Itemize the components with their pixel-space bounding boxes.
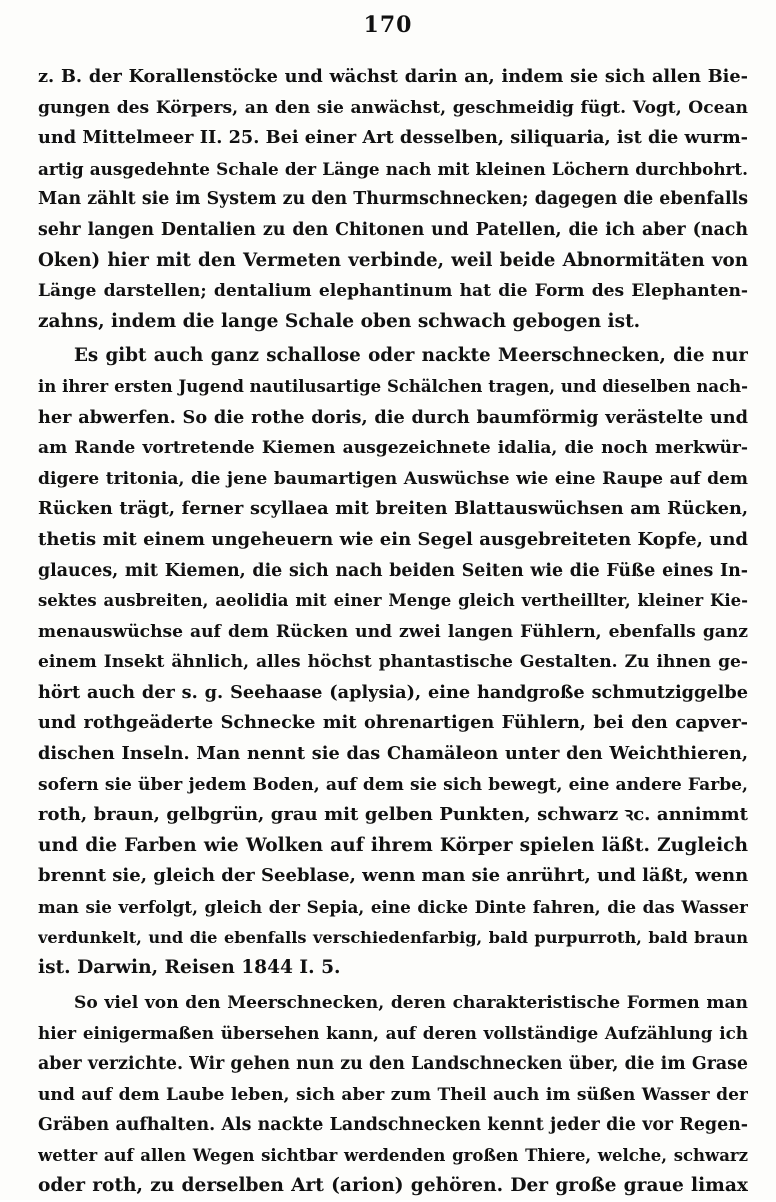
paragraph-2 [38, 341, 748, 983]
text-line: sektes ausbreiten, aeolidia mit einer Menge gleich vertheillter, kleiner Kie- [38, 591, 748, 611]
text-line: und Mittelmeer II. 25. Bei einer Art desselben, siliquaria, ist die wurm- [38, 127, 748, 149]
text-line: menauswüchse auf dem Rücken und zwei langen Fühlern, ebenfalls ganz [38, 621, 748, 642]
text-line: Oken) hier mit den Vermeten verbinde, weil beide Abnormitäten von [38, 249, 748, 271]
text-line: und die Farben wie Wolken auf ihrem Körper spielen läßt. Zugleich [38, 834, 748, 856]
text-line: Man zählt sie im System zu den Thurmschnecken; dagegen die ebenfalls [38, 189, 748, 210]
text-line: am Rande vortretende Kiemen ausgezeichnete idalia, die noch merkwür- [38, 438, 748, 459]
text-line: sehr langen Dentalien zu den Chitonen und Patellen, die ich aber (nach [38, 219, 748, 240]
text-line: ist. Darwin, Reisen 1844 I. 5. [38, 957, 341, 979]
page-number: 170 [363, 12, 413, 38]
text-line: hört auch der s. g. Seehaase (aplysia), eine handgroße schmutziggelbe [38, 681, 748, 703]
text-line: in ihrer ersten Jugend nautilusartige Schälchen tragen, und dieselben nach- [38, 376, 748, 396]
text-line: zahns, indem die lange Schale oben schwach gebogen ist. [38, 310, 641, 332]
text-line: brennt sie, gleich der Seeblase, wenn man sie anrührt, und läßt, wenn [38, 865, 748, 887]
text-line: z. B. der Korallenstöcke und wächst darin an, indem sie sich allen Bie- [38, 66, 748, 87]
text-line: gungen des Körpers, an den sie anwächst, geschmeidig fügt. Vogt, Ocean [38, 97, 748, 118]
text-line: So viel von den Meerschnecken, deren charakteristische Formen man [74, 992, 748, 1013]
text-line: verdunkelt, und die ebenfalls verschiedenfarbig, bald purpurroth, bald braun [38, 927, 748, 947]
body-text [38, 62, 748, 1202]
text-line: thetis mit einem ungeheuern wie ein Segel ausgebreiteten Kopfe, und [38, 528, 748, 550]
text-line: digere tritonia, die jene baumartigen Auswüchse wie eine Raupe auf dem [38, 468, 748, 489]
paragraph-3 [38, 988, 748, 1202]
text-line: man sie verfolgt, gleich der Sepia, eine dicke Dinte fahren, die das Wasser [38, 897, 748, 918]
text-line: wetter auf allen Wegen sichtbar werdenden großen Thiere, welche, schwarz [38, 1145, 748, 1165]
text-line: Es gibt auch ganz schallose oder nackte Meerschnecken, die nur [74, 345, 748, 367]
text-line: dischen Inseln. Man nennt sie das Chamäleon unter den Weichthieren, [38, 743, 748, 765]
text-line: her abwerfen. So die rothe doris, die durch baumförmig verästelte und [38, 406, 748, 428]
text-line: hier einigermaßen übersehen kann, auf deren vollständige Aufzählung ich [38, 1023, 748, 1044]
text-line: aber verzichte. Wir gehen nun zu den Landschnecken über, die im Grase [38, 1054, 748, 1074]
text-line: sofern sie über jedem Boden, auf dem sie sich bewegt, eine andere Farbe, [38, 774, 748, 795]
text-line: Rücken trägt, ferner scyllaea mit breiten Blattauswüchsen am Rücken, [38, 498, 748, 520]
text-line: oder roth, zu derselben Art (arion) gehören. Der große graue limax [38, 1175, 748, 1197]
text-line: Länge darstellen; dentalium elephantinum hat die Form des Elephanten- [38, 281, 748, 302]
text-line: und auf dem Laube leben, sich aber zum Theil auch im süßen Wasser der [38, 1084, 748, 1105]
text-line: glauces, mit Kiemen, die sich nach beiden Seiten wie die Füße eines In- [38, 560, 748, 581]
text-line: artig ausgedehnte Schale der Länge nach mit kleinen Löchern durchbohrt. [38, 158, 748, 179]
text-line: und rothgeäderte Schnecke mit ohrenartigen Fühlern, bei den capver- [38, 712, 748, 734]
text-line: Gräben aufhalten. Als nackte Landschnecken kennt jeder die vor Regen- [38, 1115, 748, 1136]
text-line: roth, braun, gelbgrün, grau mit gelben Punkten, schwarz ꝛc. annimmt [38, 804, 748, 826]
text-line: einem Insekt ähnlich, alles höchst phantastische Gestalten. Zu ihnen ge- [38, 652, 748, 673]
paragraph-1 [38, 62, 748, 337]
